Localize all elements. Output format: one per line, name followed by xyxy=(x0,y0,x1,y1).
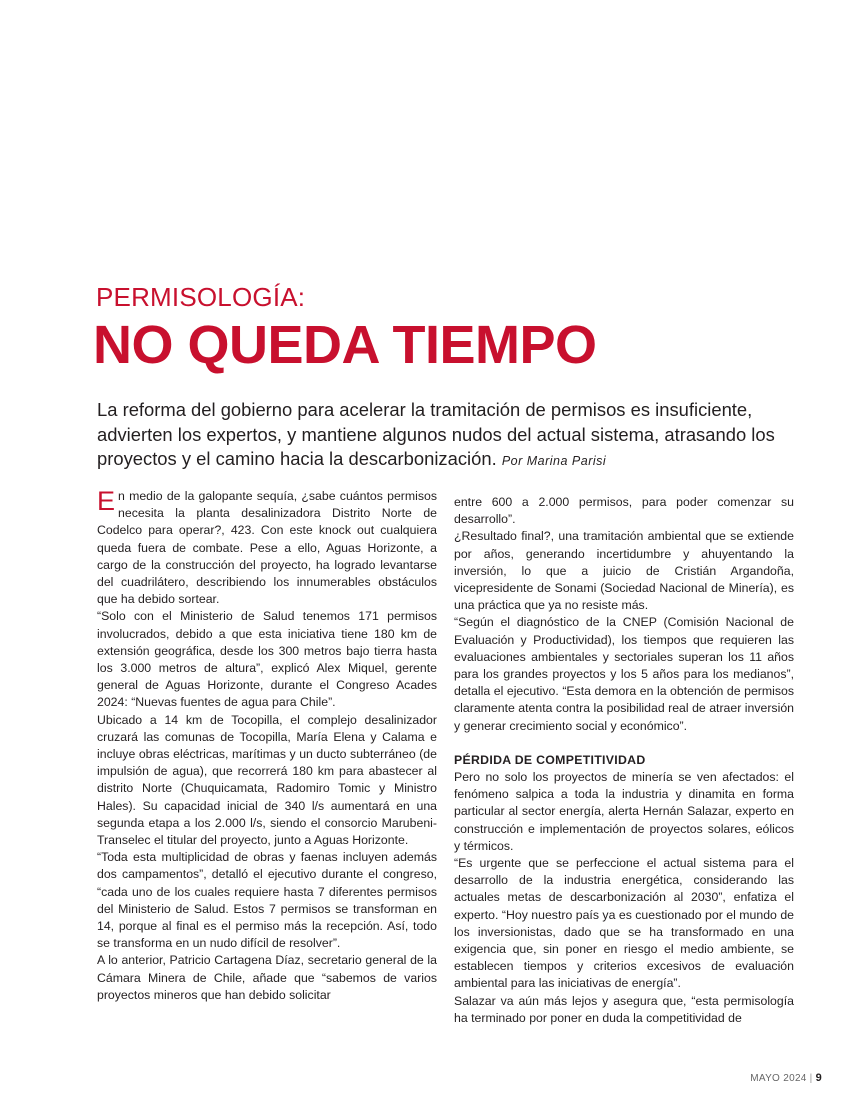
paragraph: “Solo con el Ministerio de Salud tenemos 171 permisos involucrados, debido a que esta iniciativa tiene 180 km de extensión geográfica, desde los 300 metros bajo tierra hasta los 3.000 metros de altura”, explicó Alex Miquel, gerente general de Aguas Horizonte, durante el Congreso Acades 2024: “Nuevas fuentes de agua para Chile”. xyxy=(97,609,437,710)
article-kicker: PERMISOLOGÍA: xyxy=(96,282,306,312)
paragraph: ¿Resultado final?, una tramitación ambiental que se extiende por años, generando incertidumbre y ahuyentando la inversión, lo que a juicio de Cristián Argandoña, vicepresidente de Sonami (Sociedad Nacional de Minería), es una práctica que ya no resiste más. xyxy=(454,529,794,613)
footer-separator: | xyxy=(809,1073,813,1084)
paragraph: Pero no solo los proyectos de minería se ven afectados: el fenómeno salpica a toda la industria y dinamita en forma particular al sector energía, alerta Hernán Salazar, experto en construcción e implementación de proyectos solares, eólicos y térmicos. xyxy=(454,770,794,853)
paragraph: entre 600 a 2.000 permisos, para poder comenzar su desarrollo”. xyxy=(454,495,794,527)
right-column xyxy=(454,494,794,1027)
page-number: 9 xyxy=(815,1072,822,1084)
drop-cap: E xyxy=(97,486,116,516)
paragraph: “Es urgente que se perfeccione el actual sistema para el desarrollo de la industria energética, considerando las actuales metas de descarbonización al 2030”, enfatiza el experto. “Hoy nuestro país ya es cuestionado por el mundo de los inversionistas, dado que se ha transformado en una exigencia que, sin poner en riesgo el medio ambiente, se establecen tiempos y criterios excesivos de evaluación ambiental para las iniciativas de energía”. xyxy=(454,856,794,991)
paragraph: “Toda esta multiplicidad de obras y faenas incluyen además dos campamentos”, detalló el ejecutivo durante el congreso, “cada uno de los cuales requiere hasta 7 diferentes permisos del Ministerio de Salud. Estos 7 permisos se transforman en 14, porque al final es el permiso más la recepción. Así, todo se transforma en un nudo difícil de resolver”. xyxy=(97,850,437,951)
left-column xyxy=(97,488,437,1004)
article-headline: NO QUEDA TIEMPO xyxy=(93,315,597,375)
page-footer xyxy=(750,1072,822,1084)
paragraph xyxy=(97,488,437,608)
paragraph: “Según el diagnóstico de la CNEP (Comisión Nacional de Evaluación y Productividad), los tiempos que requieren las evaluaciones ambientales y sectoriales superan los 11 años para los grandes proyectos y los 5 años para los medianos”, detalla el ejecutivo. “Esta demora en la obtención de permisos claramente atenta contra la posibilidad real de atraer inversión y generar crecimiento social y económico”. xyxy=(454,615,794,733)
deck-text: La reforma del gobierno para acelerar la tramitación de permisos es insuficiente, advierten los expertos, y mantiene algunos nudos del actual sistema, atrasando los proyectos y el camino hacia la descarbonización. xyxy=(97,399,775,469)
issue-date: MAYO 2024 xyxy=(750,1073,807,1084)
paragraph: Ubicado a 14 km de Tocopilla, el complejo desalinizador cruzará las comunas de Tocopilla, María Elena y Calama e incluye obras eléctricas, marítimas y un ducto subterráneo (de impulsión de agua), que recorrerá 180 km para abastecer al distrito Norte (Chuquicamata, Radomiro Tomic y Ministro Hales). Su capacidad inicial de 340 l/s aumentará en una segunda etapa a los 2.000 l/s, siendo el consorcio Marubeni-Transelec el titular del proyecto, junto a Aguas Horizonte. xyxy=(97,712,437,848)
paragraph: Salazar va aún más lejos y asegura que, “esta permisología ha terminado por poner en duda la competitividad de xyxy=(454,993,794,1025)
paragraph-text: n medio de la galopante sequía, ¿sabe cuántos permisos necesita la planta desalinizadora Distrito Norte de Codelco para operar?, 423. Con este knock out cualquiera queda fuera de combate. Pese a ello, Aguas Horizonte, a cargo de la construcción del proyecto, ha logrado levantarse del cuadrilátero, describiendo los innumerables obstáculos que ha debido sortear. xyxy=(97,489,437,607)
section-subhead: PÉRDIDA DE COMPETITIVIDAD xyxy=(454,752,646,767)
article-deck xyxy=(97,398,797,474)
paragraph: A lo anterior, Patricio Cartagena Díaz, secretario general de la Cámara Minera de Chile, añade que “sabemos de varios proyectos mineros que han debido solicitar xyxy=(97,953,437,1002)
byline: Por Marina Parisi xyxy=(501,454,607,468)
